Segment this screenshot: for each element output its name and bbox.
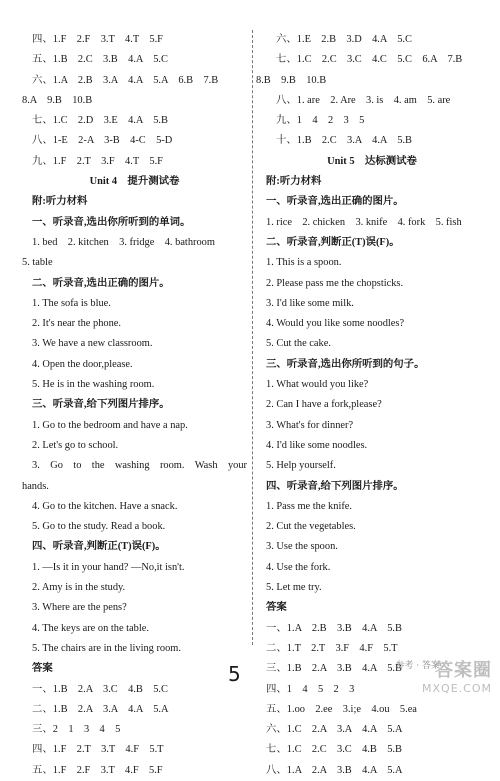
right-line: 5. Cut the cake.	[266, 338, 331, 350]
right-line: 1. rice 2. chicken 3. knife 4. fork 5. fish	[266, 216, 462, 228]
right-line: 八、1. are 2. Are 3. is 4. am 5. are	[276, 94, 451, 106]
left-line: 九、1.F 2.T 3.F 4.T 5.F	[32, 155, 163, 167]
right-line: 2. Can I have a fork,please?	[266, 399, 382, 411]
left-line: 4. Open the door,please.	[32, 358, 133, 370]
right-line: 2. Cut the vegetables.	[266, 521, 356, 533]
right-line: 3. Use the spoon.	[266, 541, 338, 553]
right-line: 答案	[266, 602, 287, 614]
left-line: 2. It's near the phone.	[32, 318, 122, 330]
left-line: 1. bed 2. kitchen 3. fridge 4. bathroom	[32, 236, 215, 248]
left-column	[22, 30, 247, 781]
left-line: 五、1.F 2.F 3.T 4.F 5.F	[32, 764, 163, 776]
left-line: 4. The keys are on the table.	[32, 622, 149, 634]
left-line: 附:听力材料	[32, 196, 88, 208]
left-line: 七、1.C 2.D 3.E 4.A 5.B	[32, 115, 168, 127]
right-line: 4. Use the fork.	[266, 561, 331, 573]
left-line: Unit 4 提升测试卷	[89, 176, 180, 188]
right-line: 三、1.B 2.A 3.B 4.A 5.B	[266, 663, 402, 675]
left-line: 二、听录音,选出正确的图片。	[32, 277, 170, 289]
left-line: 1. The sofa is blue.	[32, 297, 111, 309]
left-line: 二、1.B 2.A 3.A 4.A 5.A	[32, 703, 169, 715]
left-line: 8.A 9.B 10.B	[22, 94, 93, 106]
right-line: 二、1.T 2.T 3.F 4.F 5.T	[266, 642, 398, 654]
watermark-sub: MXQE.COM	[422, 682, 492, 695]
right-line: 六、1.E 2.B 3.D 4.A 5.C	[276, 34, 412, 45]
right-line: 二、听录音,判断正(T)误(F)。	[266, 236, 400, 248]
left-line: 1. —Is it in your hand? —No,it isn't.	[32, 561, 185, 573]
right-line: 1. What would you like?	[266, 379, 369, 391]
watermark-logo	[422, 656, 492, 695]
right-line: 六、1.C 2.A 3.A 4.A 5.A	[266, 724, 403, 736]
left-line: 4. Go to the kitchen. Have a snack.	[32, 500, 178, 512]
left-line: 三、听录音,给下列图片排序。	[32, 399, 170, 411]
left-line: 五、1.B 2.C 3.B 4.A 5.C	[32, 54, 168, 66]
right-line: 1. Pass me the knife.	[266, 500, 352, 512]
right-line: 一、听录音,选出正确的图片。	[266, 196, 404, 208]
right-line: 三、听录音,选出你所听到的句子。	[266, 358, 425, 370]
left-line: 1. Go to the bedroom and have a nap.	[32, 419, 188, 431]
right-line: 一、1.A 2.B 3.B 4.A 5.B	[266, 622, 402, 634]
watermark-tag: 参考 · 答案	[395, 661, 440, 671]
right-line: 4. Would you like some noodles?	[266, 318, 405, 330]
left-line: 5. The chairs are in the living room.	[32, 642, 181, 654]
left-line: 答案	[32, 663, 53, 675]
column-divider	[252, 30, 253, 645]
right-line: 七、1.C 2.C 3.C 4.B 5.B	[266, 744, 402, 756]
left-line: 八、1-E 2-A 3-B 4-C 5-D	[32, 135, 173, 147]
left-line: 四、1.F 2.F 3.T 4.T 5.F	[32, 34, 163, 45]
right-line: 十、1.B 2.C 3.A 4.A 5.B	[276, 135, 412, 147]
right-line: Unit 5 达标测试卷	[327, 155, 417, 167]
left-line: 3. We have a new classroom.	[32, 338, 153, 350]
right-line: 3. What's for dinner?	[266, 419, 354, 431]
left-line: 3. Go to the washing room. Wash your	[32, 460, 247, 472]
left-line: 一、听录音,选出你所听到的单词。	[32, 216, 191, 228]
left-line: 5. He is in the washing room.	[32, 379, 155, 391]
right-line: 九、1 4 2 3 5	[276, 115, 365, 127]
right-line: 5. Help yourself.	[266, 460, 336, 472]
right-line: 四、听录音,给下列图片排序。	[266, 480, 404, 492]
left-line: 四、听录音,判断正(T)误(F)。	[32, 541, 166, 553]
right-line: 五、1.oo 2.ee 3.i;e 4.ou 5.ea	[266, 703, 417, 715]
right-line: 四、1 4 5 2 3	[266, 683, 355, 695]
right-line: 八、1.A 2.A 3.B 4.A 5.A	[266, 764, 403, 776]
left-line: 5. table	[22, 257, 53, 269]
right-line: 附:听力材料	[266, 176, 322, 188]
right-line: 4. I'd like some noodles.	[266, 439, 368, 451]
right-line: 8.B 9.B 10.B	[256, 74, 327, 86]
left-line: 三、2 1 3 4 5	[32, 724, 121, 736]
right-line: 3. I'd like some milk.	[266, 297, 354, 309]
left-line: 2. Amy is in the study.	[32, 582, 126, 594]
left-line: 六、1.A 2.B 3.A 4.A 5.A 6.B 7.B	[32, 74, 219, 86]
right-line: 七、1.C 2.C 3.C 4.C 5.C 6.A 7.B	[276, 54, 463, 66]
left-line: 5. Go to the study. Read a book.	[32, 521, 166, 533]
left-line: hands.	[22, 480, 49, 492]
page-number: 5	[228, 662, 241, 686]
right-line: 5. Let me try.	[266, 582, 322, 594]
watermark-main: 答案圈	[435, 660, 492, 681]
left-line: 3. Where are the pens?	[32, 602, 127, 614]
left-line: 四、1.F 2.T 3.T 4.F 5.T	[32, 744, 164, 756]
right-line: 2. Please pass me the chopsticks.	[266, 277, 404, 289]
left-line: 一、1.B 2.A 3.C 4.B 5.C	[32, 683, 168, 695]
right-line: 1. This is a spoon.	[266, 257, 342, 269]
left-line: 2. Let's go to school.	[32, 439, 119, 451]
